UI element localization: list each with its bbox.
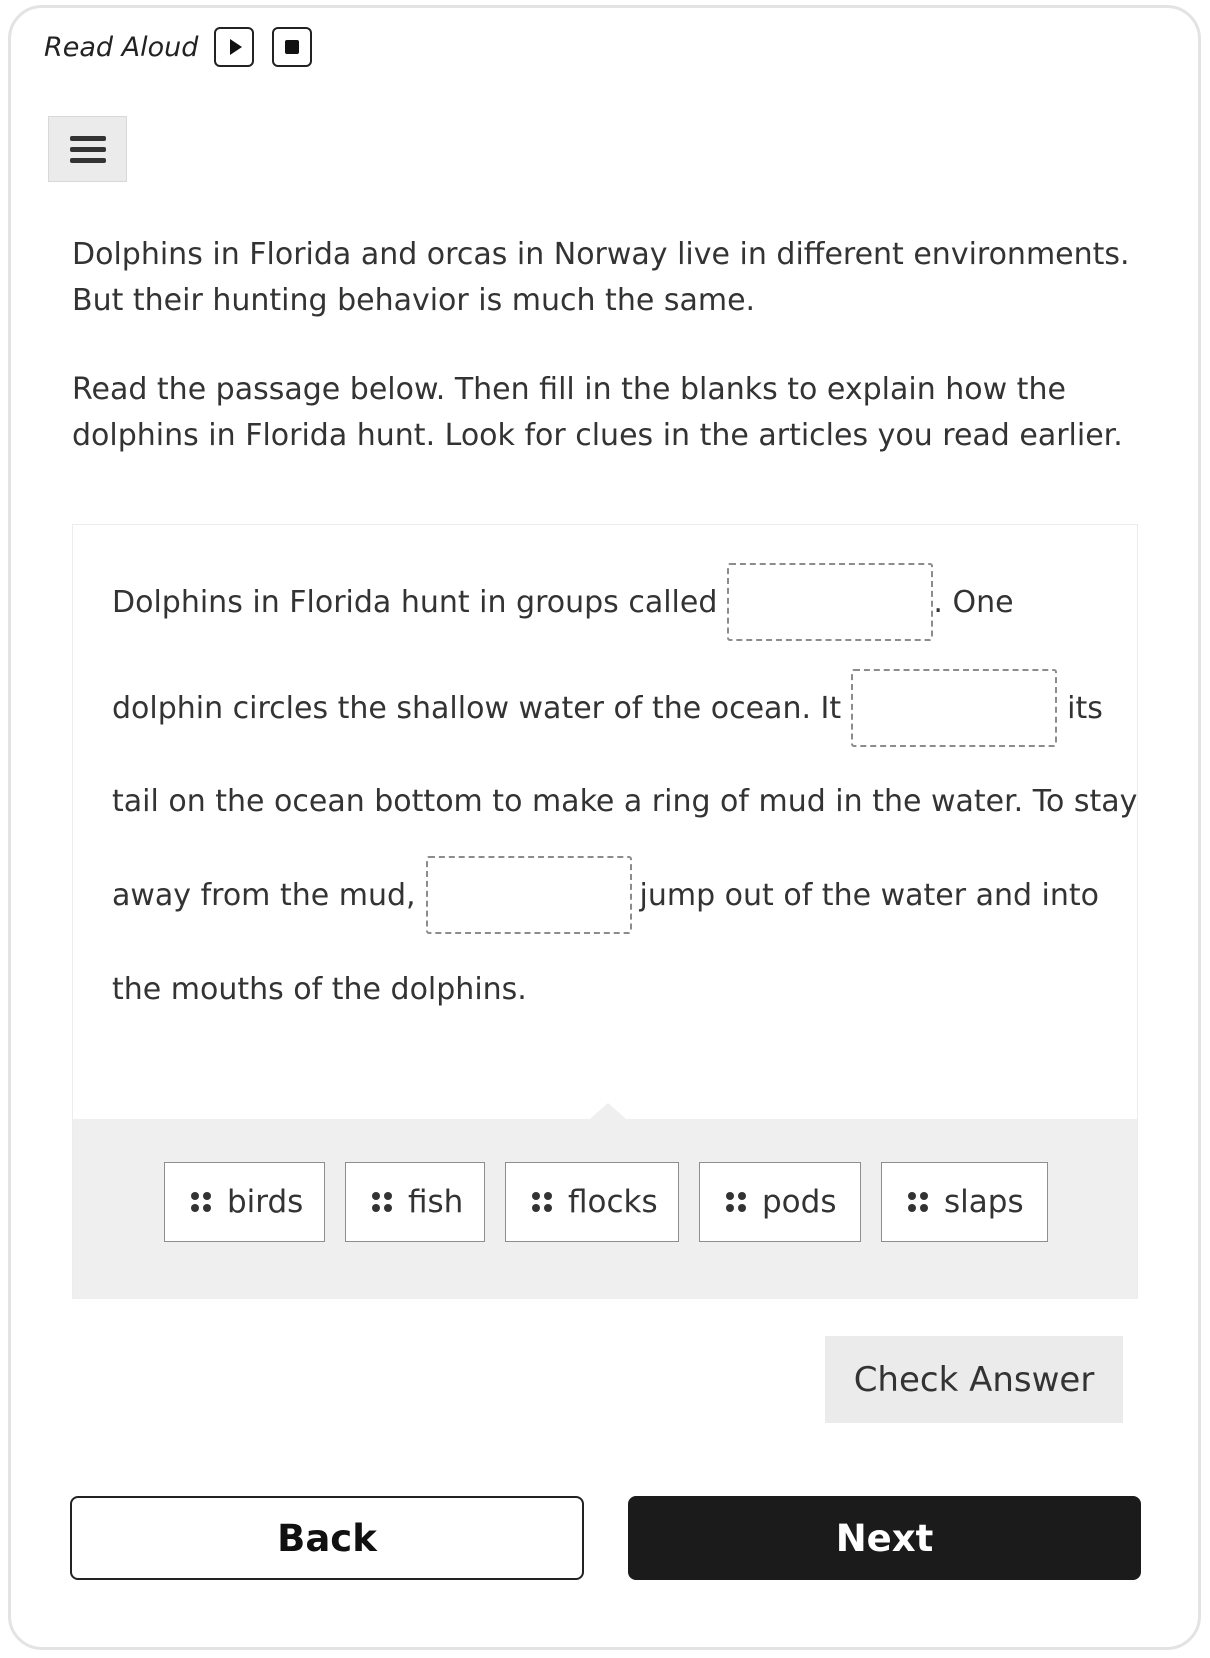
word-chip-fish[interactable]	[345, 1162, 485, 1242]
passage-text: Dolphins in Florida hunt in groups called	[112, 584, 718, 620]
stop-button[interactable]	[272, 27, 312, 67]
word-chip-label: fish	[408, 1184, 464, 1220]
passage-text: the mouths of the dolphins.	[112, 971, 527, 1007]
instructions-paragraph: Read the passage below. Then fill in the blanks to explain how the dolphins in Florida hunt. Look for clues in the articles you read earlier.	[72, 372, 1123, 453]
passage-line-5	[112, 949, 527, 1029]
drag-handle-icon	[726, 1192, 746, 1212]
drop-blank-1[interactable]	[727, 563, 933, 641]
read-aloud-bar	[44, 26, 330, 68]
word-chip-flocks[interactable]	[505, 1162, 679, 1242]
drop-blank-3[interactable]	[426, 856, 632, 934]
passage-line-4	[112, 855, 1099, 935]
drag-handle-icon	[908, 1192, 928, 1212]
word-chip-label: slaps	[944, 1184, 1024, 1220]
passage-text: jump out of the water and into	[639, 877, 1100, 913]
word-chip-label: flocks	[568, 1184, 658, 1220]
word-chip-pods[interactable]	[699, 1162, 861, 1242]
cloze-panel	[72, 524, 1138, 1299]
passage-text: . One	[933, 584, 1014, 620]
back-button[interactable]: Back	[70, 1496, 584, 1580]
read-aloud-label: Read Aloud	[44, 31, 199, 63]
passage-line-1	[112, 562, 1014, 642]
word-chip-birds[interactable]	[164, 1162, 325, 1242]
word-chip-label: pods	[762, 1184, 837, 1220]
passage-text: away from the mud,	[112, 877, 416, 913]
play-icon	[230, 39, 242, 55]
stop-icon	[285, 40, 299, 54]
tray-pointer	[590, 1103, 626, 1119]
menu-button[interactable]	[48, 116, 127, 182]
word-chip-label: birds	[227, 1184, 304, 1220]
drag-handle-icon	[532, 1192, 552, 1212]
instructions	[72, 232, 1152, 459]
word-bank	[73, 1119, 1137, 1299]
next-button[interactable]: Next	[628, 1496, 1141, 1580]
passage-text: its	[1067, 690, 1103, 726]
passage-line-3	[112, 761, 1137, 841]
passage-line-2	[112, 668, 1103, 748]
check-answer-button[interactable]: Check Answer	[825, 1336, 1123, 1423]
passage-text: dolphin circles the shallow water of the ocean. It	[112, 690, 842, 726]
word-chip-slaps[interactable]	[881, 1162, 1048, 1242]
drop-blank-2[interactable]	[851, 669, 1057, 747]
drag-handle-icon	[191, 1192, 211, 1212]
play-button[interactable]	[214, 27, 254, 67]
intro-paragraph: Dolphins in Florida and orcas in Norway live in different environments. But their hunting behavior is much the same.	[72, 237, 1130, 318]
passage-text: tail on the ocean bottom to make a ring of mud in the water. To stay	[112, 783, 1138, 819]
drag-handle-icon	[372, 1192, 392, 1212]
hamburger-menu-icon	[70, 136, 106, 141]
